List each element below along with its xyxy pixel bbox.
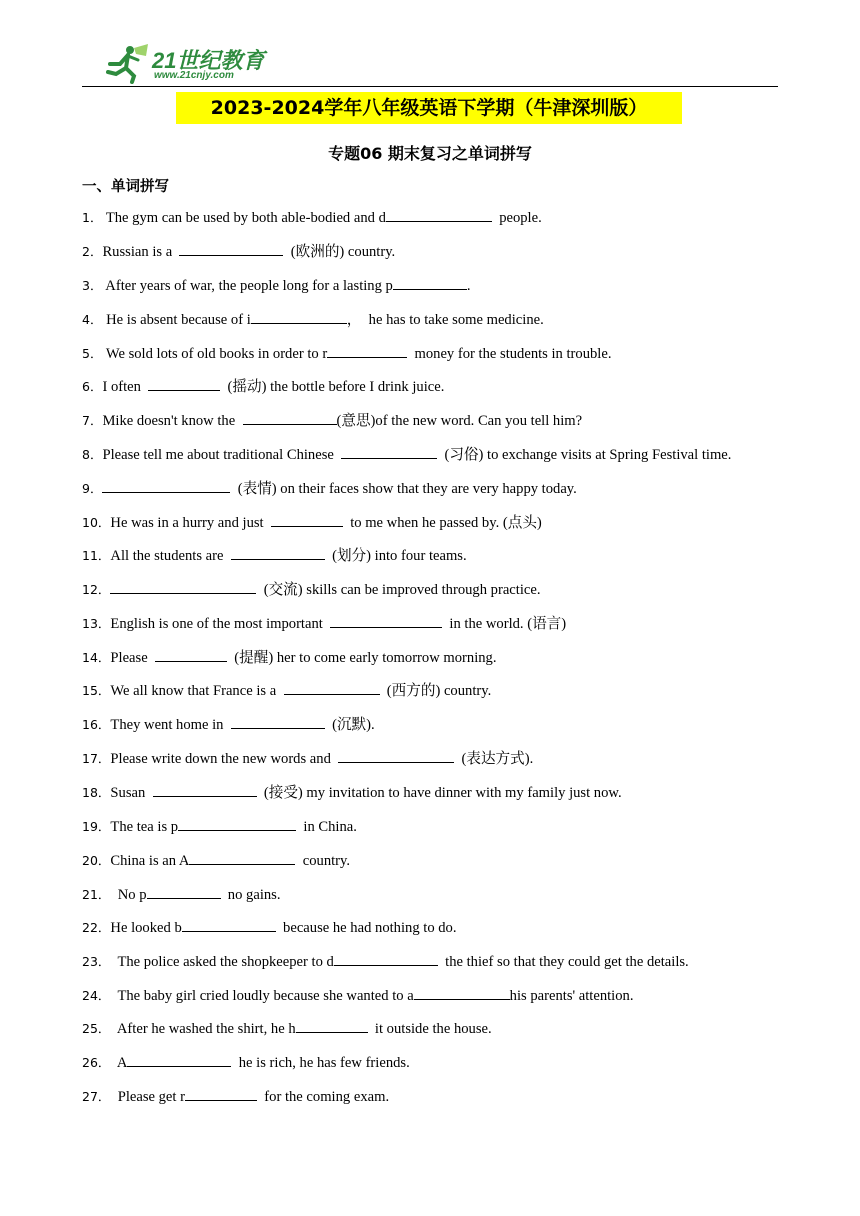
answer-blank[interactable] xyxy=(327,343,407,358)
question-text-after: because he had nothing to do. xyxy=(275,920,457,936)
question-text-before: He is absent because of i xyxy=(102,312,251,328)
question-text-before: China is an A xyxy=(110,853,190,869)
question-number: 5． xyxy=(82,346,103,361)
question-text-after: (表情) on their faces show that they are very happy today. xyxy=(230,481,577,497)
question-text-before: After years of war, the people long for a lasting p xyxy=(102,278,393,294)
question-item xyxy=(82,444,731,465)
question-text-before: They went home in xyxy=(110,717,231,733)
question-text-after: (表达方式). xyxy=(454,751,534,767)
question-text-before: He was in a hurry and just xyxy=(110,515,271,531)
answer-blank[interactable] xyxy=(271,512,343,527)
answer-blank[interactable] xyxy=(386,207,492,222)
question-number: 22． xyxy=(82,920,111,935)
question-number: 2． xyxy=(82,244,103,259)
answer-blank[interactable] xyxy=(182,917,276,932)
question-item xyxy=(82,545,467,566)
question-text-before: I often xyxy=(102,379,149,395)
question-text-before: Please write down the new words and xyxy=(110,751,339,767)
question-number: 19． xyxy=(82,819,111,834)
header-divider xyxy=(82,86,778,87)
question-number: 6． xyxy=(82,379,103,394)
question-text-before: English is one of the most important xyxy=(110,616,331,632)
question-text-before: Mike doesn't know the xyxy=(102,413,243,429)
question-text-after: people. xyxy=(491,210,542,226)
question-number: 24． xyxy=(82,988,111,1003)
question-number: 3． xyxy=(82,278,103,293)
question-number: 20． xyxy=(82,853,111,868)
question-item xyxy=(82,376,444,397)
question-number: 9． xyxy=(82,481,103,496)
answer-blank[interactable] xyxy=(102,478,230,493)
question-text-before: Russian is a xyxy=(102,244,180,260)
question-item xyxy=(82,647,497,668)
question-number: 8． xyxy=(82,447,103,462)
document-subtitle: 专题06 期末复习之单词拼写 xyxy=(328,144,532,163)
question-text-before: The tea is p xyxy=(110,819,179,835)
question-number: 25． xyxy=(82,1021,111,1036)
answer-blank[interactable] xyxy=(393,275,467,290)
question-text-after: country. xyxy=(295,853,351,869)
question-item xyxy=(82,816,357,837)
answer-blank[interactable] xyxy=(341,444,437,459)
answer-blank[interactable] xyxy=(185,1086,257,1101)
answer-blank[interactable] xyxy=(147,884,221,899)
question-item xyxy=(82,613,566,634)
question-item xyxy=(82,207,542,228)
question-text-after: for the coming exam. xyxy=(256,1089,390,1105)
answer-blank[interactable] xyxy=(338,748,454,763)
question-text-before: No p xyxy=(110,887,147,903)
answer-blank[interactable] xyxy=(334,951,438,966)
question-text-before: The police asked the shopkeeper to d xyxy=(110,954,334,970)
question-text-before: The baby girl cried loudly because she wanted to a xyxy=(110,988,414,1004)
answer-blank[interactable] xyxy=(414,985,510,1000)
question-number: 21． xyxy=(82,887,111,902)
question-text-after: (习俗) to exchange visits at Spring Festival time. xyxy=(437,447,732,463)
answer-blank[interactable] xyxy=(127,1052,231,1067)
question-text-after: (提醒) her to come early tomorrow morning. xyxy=(227,650,497,666)
question-item xyxy=(82,680,491,701)
question-text-after: (意思)of the new word. Can you tell him? xyxy=(336,413,583,429)
question-item xyxy=(82,985,633,1006)
question-item xyxy=(82,951,689,972)
question-item xyxy=(82,782,622,803)
question-item xyxy=(82,478,577,499)
question-text-after: . xyxy=(466,278,471,294)
question-number: 4． xyxy=(82,312,103,327)
question-item xyxy=(82,748,533,769)
publisher-logo xyxy=(104,42,274,84)
question-text-after: (欧洲的) country. xyxy=(283,244,396,260)
question-text-before: All the students are xyxy=(110,548,231,564)
document-title: 2023-2024学年八年级英语下学期（牛津深圳版） xyxy=(210,97,648,119)
question-text-after: (划分) into four teams. xyxy=(324,548,467,564)
question-item xyxy=(82,275,471,296)
question-text-before: He looked b xyxy=(110,920,182,936)
answer-blank[interactable] xyxy=(155,647,227,662)
question-number: 11． xyxy=(82,548,111,563)
question-text-after: in China. xyxy=(296,819,357,835)
question-text-after: (接受) my invitation to have dinner with my family just now. xyxy=(256,785,622,801)
question-item xyxy=(82,512,542,533)
question-item xyxy=(82,917,457,938)
question-text-after: he is rich, he has few friends. xyxy=(231,1055,410,1071)
question-text-after: (沉默). xyxy=(324,717,375,733)
question-text-after: (摇动) the bottle before I drink juice. xyxy=(220,379,445,395)
answer-blank[interactable] xyxy=(189,850,295,865)
question-number: 12． xyxy=(82,582,111,597)
question-number: 13． xyxy=(82,616,111,631)
question-item xyxy=(82,579,541,600)
answer-blank[interactable] xyxy=(231,714,325,729)
logo-url: www.21cnjy.com xyxy=(154,70,234,81)
question-text-after: his parents' attention. xyxy=(509,988,634,1004)
question-number: 7． xyxy=(82,413,103,428)
question-text-before: After he washed the shirt, he h xyxy=(110,1021,296,1037)
question-item xyxy=(82,884,281,905)
logo-text: 21世纪教育 xyxy=(152,48,265,73)
question-text-before: Please tell me about traditional Chinese xyxy=(102,447,342,463)
answer-blank[interactable] xyxy=(178,816,296,831)
answer-blank[interactable] xyxy=(296,1018,368,1033)
question-text-after: in the world. (语言) xyxy=(442,616,567,632)
answer-blank[interactable] xyxy=(251,309,347,324)
question-text-before: We sold lots of old books in order to r xyxy=(102,346,328,362)
question-text-before: A xyxy=(110,1055,128,1071)
question-text-before: Please xyxy=(110,650,155,666)
question-text-after: the thief so that they could get the details. xyxy=(437,954,689,970)
answer-blank[interactable] xyxy=(110,579,256,594)
question-text-before: Susan xyxy=(110,785,153,801)
question-item xyxy=(82,410,582,431)
question-text-after: to me when he passed by. (点头) xyxy=(342,515,542,531)
question-item xyxy=(82,1052,410,1073)
question-item xyxy=(82,309,544,330)
question-item xyxy=(82,1086,389,1107)
answer-blank[interactable] xyxy=(284,680,380,695)
question-item xyxy=(82,1018,492,1039)
answer-blank[interactable] xyxy=(179,241,283,256)
question-text-after: (交流) skills can be improved through practice. xyxy=(256,582,541,598)
question-number: 23． xyxy=(82,954,111,969)
question-number: 16． xyxy=(82,717,111,732)
question-text-after: no gains. xyxy=(220,887,281,903)
question-item xyxy=(82,850,350,871)
question-item xyxy=(82,343,611,364)
question-text-after: money for the students in trouble. xyxy=(407,346,612,362)
question-text-before: We all know that France is a xyxy=(110,683,284,699)
question-number: 10． xyxy=(82,515,111,530)
answer-blank[interactable] xyxy=(243,410,337,425)
question-number: 27． xyxy=(82,1089,111,1104)
question-text-after: (西方的) country. xyxy=(379,683,492,699)
question-number: 17． xyxy=(82,751,111,766)
answer-blank[interactable] xyxy=(148,376,220,391)
answer-blank[interactable] xyxy=(330,613,442,628)
answer-blank[interactable] xyxy=(153,782,257,797)
question-number: 18． xyxy=(82,785,111,800)
question-number: 26． xyxy=(82,1055,111,1070)
question-item xyxy=(82,241,395,262)
question-number: 1． xyxy=(82,210,103,225)
answer-blank[interactable] xyxy=(231,545,325,560)
question-number: 14． xyxy=(82,650,111,665)
question-text-after: ， he has to take some medicine. xyxy=(346,312,544,328)
question-text-before: The gym can be used by both able-bodied and d xyxy=(102,210,386,226)
section-heading: 一、单词拼写 xyxy=(82,179,169,195)
question-number: 15． xyxy=(82,683,111,698)
question-text-before: Please get r xyxy=(110,1089,185,1105)
runner-icon xyxy=(104,42,150,84)
question-text-after: it outside the house. xyxy=(367,1021,492,1037)
question-item xyxy=(82,714,375,735)
